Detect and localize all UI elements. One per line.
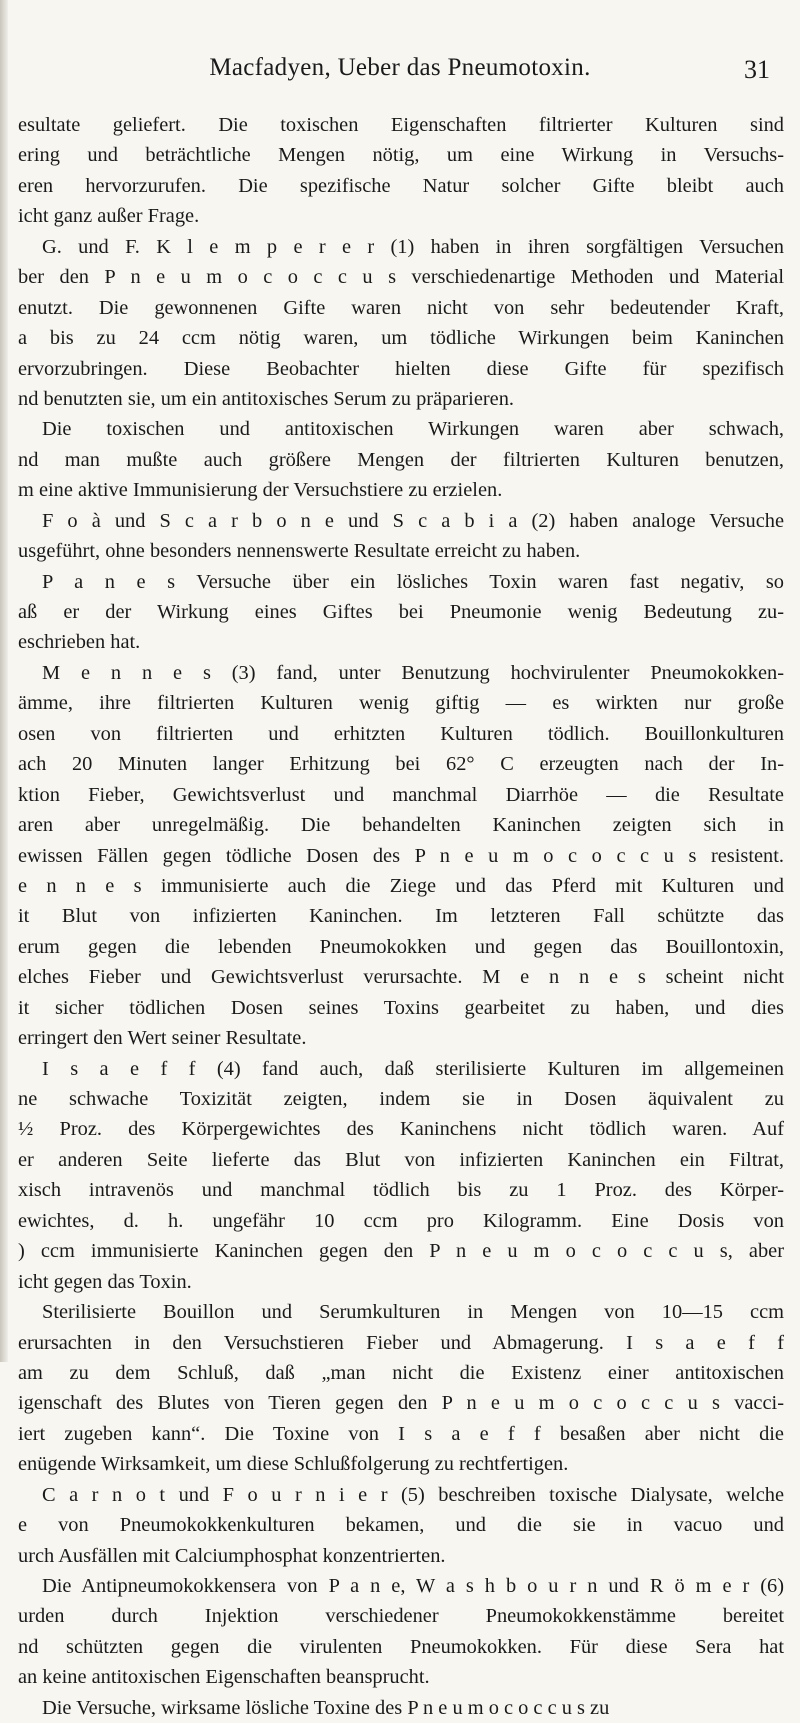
text-line: icht ganz außer Frage. — [18, 205, 200, 228]
text-line: ) ccm immunisierte Kaninchen gegen den P n e u m o c o c c u s, aber — [18, 1240, 784, 1263]
page-number: 31 — [744, 55, 770, 84]
text-line: G. und F. K l e m p e r e r (1) haben in ihren sorgfältigen Versuchen — [42, 235, 784, 258]
text-line: igenschaft des Blutes von Tieren gegen den P n e u m o c o c c u s vacci- — [18, 1392, 784, 1415]
text-line: ämme, ihre filtrierten Kulturen wenig giftig — es wirkten nur große — [18, 692, 784, 715]
text-line: ewissen Fällen gegen tödliche Dosen des P n e u m o c o c c u s resistent. — [18, 844, 784, 867]
running-title: Macfadyen, Ueber das Pneumotoxin. — [209, 54, 591, 81]
text-line: ach 20 Minuten langer Erhitzung bei 62° C erzeugten nach der In- — [18, 753, 784, 776]
text-line: er anderen Seite lieferte das Blut von infizierten Kaninchen ein Filtrat, — [18, 1148, 784, 1171]
text-line: iert zugeben kann“. Die Toxine von I s a e f f besaßen aber nicht die — [18, 1422, 784, 1445]
text-line: urden durch Injektion verschiedener Pneumokokkenstämme bereitet — [18, 1605, 784, 1628]
text-line: ktion Fieber, Gewichtsverlust und manchmal Diarrhöe — die Resultate — [18, 783, 784, 806]
text-line: Sterilisierte Bouillon und Serumkulturen in Mengen von 10—15 ccm — [42, 1301, 784, 1324]
text-line: F o à und S c a r b o n e und S c a b i a (2) haben analoge Versuche — [42, 509, 784, 532]
text-line: I s a e f f (4) fand auch, daß sterilisierte Kulturen im allgemeinen — [42, 1057, 784, 1080]
text-line: ber den P n e u m o c o c c u s verschiedenartige Methoden und Material — [18, 266, 784, 289]
text-line: urch Ausfällen mit Calciumphosphat konzentrierten. — [18, 1544, 446, 1567]
text-line: erringert den Wert seiner Resultate. — [18, 1027, 307, 1050]
text-line: e n n e s immunisierte auch die Ziege und das Pferd mit Kulturen und — [18, 874, 784, 897]
text-line: m eine aktive Immunisierung der Versuchstiere zu erzielen. — [18, 479, 503, 502]
text-line: P a n e s Versuche über ein lösliches Toxin waren fast negativ, so — [42, 570, 784, 593]
text-line: nd man mußte auch größere Mengen der filtrierten Kulturen benutzen, — [18, 448, 784, 471]
text-line: aß er der Wirkung eines Giftes bei Pneumonie wenig Bedeutung zu- — [18, 601, 784, 623]
text-line: Die Versuche, wirksame lösliche Toxine des P n e u m o c o c c u s zu — [42, 1696, 610, 1719]
text-line: Die toxischen und antitoxischen Wirkungen waren aber schwach, — [42, 418, 784, 441]
text-line: it sicher tödlichen Dosen seines Toxins gearbeitet zu haben, und dies — [18, 996, 784, 1019]
text-line: eren hervorzurufen. Die spezifische Natur solcher Gifte bleibt auch — [18, 174, 784, 197]
text-line: usgeführt, ohne besonders nennenswerte Resultate erreicht zu haben. — [18, 540, 581, 563]
body-text — [18, 110, 784, 1723]
text-line: elches Fieber und Gewichtsverlust verursachte. M e n n e s scheint nicht — [18, 966, 784, 989]
text-line: erursachten in den Versuchstieren Fieber und Abmagerung. I s a e f f — [18, 1331, 784, 1354]
text-line: C a r n o t und F o u r n i e r (5) beschreiben toxische Dialysate, welche — [42, 1483, 784, 1506]
text-line: ewichtes, d. h. ungefähr 10 ccm pro Kilogramm. Eine Dosis von — [18, 1209, 784, 1232]
text-line: ering und beträchtliche Mengen nötig, um eine Wirkung in Versuchs- — [18, 144, 784, 167]
text-line: aren aber unregelmäßig. Die behandelten Kaninchen zeigten sich in — [18, 814, 784, 837]
text-line: ne schwache Toxizität zeigten, indem sie in Dosen äquivalent zu — [18, 1088, 784, 1110]
text-line: ½ Proz. des Körpergewichtes des Kaninchens nicht tödlich waren. Auf — [18, 1118, 784, 1141]
text-line: an keine antitoxischen Eigenschaften beansprucht. — [18, 1666, 430, 1689]
text-line: esultate geliefert. Die toxischen Eigenschaften filtrierter Kulturen sind — [18, 114, 784, 136]
text-line: icht gegen das Toxin. — [18, 1270, 192, 1293]
text-line: osen von filtrierten und erhitzten Kulturen tödlich. Bouillonkulturen — [18, 722, 784, 745]
text-line: ervorzubringen. Diese Beobachter hielten diese Gifte für spezifisch — [18, 357, 784, 380]
text-line: it Blut von infizierten Kaninchen. Im letzteren Fall schützte das — [18, 905, 784, 928]
page-binding-edge — [0, 0, 8, 1362]
text-line: nd schützten gegen die virulenten Pneumokokken. Für diese Sera hat — [18, 1635, 784, 1658]
text-line: erum gegen die lebenden Pneumokokken und gegen das Bouillontoxin, — [18, 935, 784, 958]
text-line: xisch intravenös und manchmal tödlich bis zu 1 Proz. des Körper- — [18, 1179, 784, 1202]
text-line: am zu dem Schluß, daß „man nicht die Existenz einer antitoxischen — [18, 1361, 784, 1384]
text-line: Die Antipneumokokkensera von P a n e, W a s h b o u r n und R ö m e r (6) — [42, 1575, 784, 1597]
running-header — [0, 54, 800, 94]
text-line: eschrieben hat. — [18, 631, 141, 654]
text-line: M e n n e s (3) fand, unter Benutzung hochvirulenter Pneumokokken- — [42, 661, 784, 684]
text-line: enutzt. Die gewonnenen Gifte waren nicht von sehr bedeutender Kraft, — [18, 296, 784, 319]
text-line: enügende Wirksamkeit, um diese Schlußfolgerung zu rechtfertigen. — [18, 1453, 569, 1476]
text-line: a bis zu 24 ccm nötig waren, um tödliche Wirkungen beim Kaninchen — [18, 327, 784, 350]
text-line: e von Pneumokokkenkulturen bekamen, und die sie in vacuo und — [18, 1514, 784, 1537]
text-line: nd benutzten sie, um ein antitoxisches Serum zu präparieren. — [18, 387, 515, 410]
